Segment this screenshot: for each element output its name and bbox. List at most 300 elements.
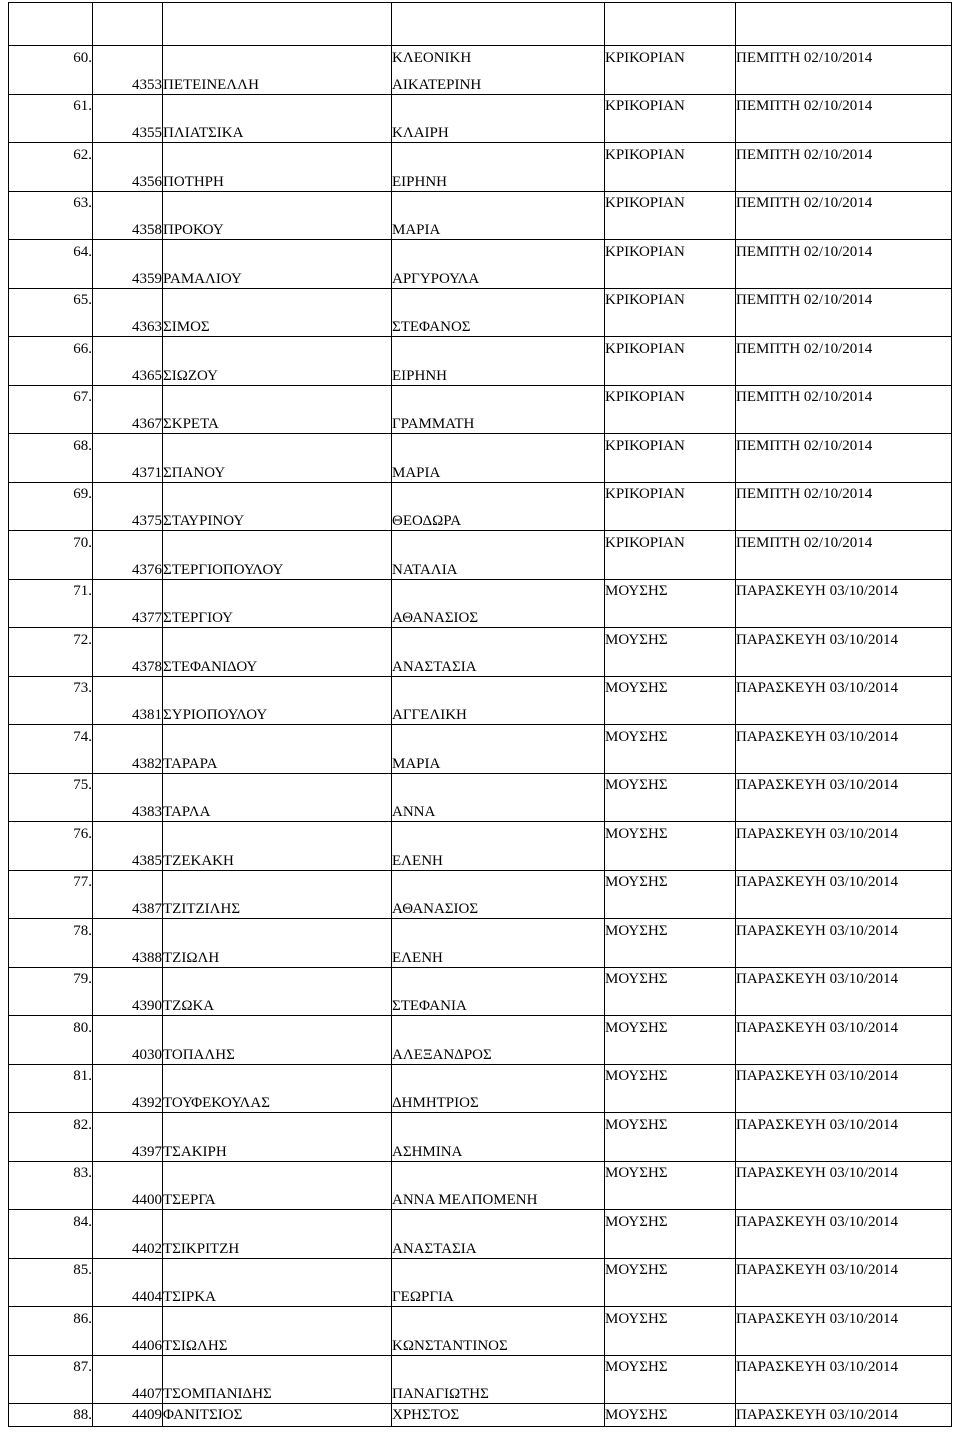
first-name <box>392 240 605 289</box>
table-row <box>9 240 952 289</box>
first-name-text: ΑΘΑΝΑΣΙΟΣ <box>392 610 479 626</box>
examiner <box>605 1161 736 1210</box>
table-row <box>9 919 952 968</box>
registration-id: 4407 <box>93 1355 163 1404</box>
row-number-text: 79. <box>73 971 92 987</box>
examiner <box>605 822 736 871</box>
surname: ΤΣΙΚΡΙΤΖΗ <box>163 1210 392 1259</box>
surname: ΣΤΕΡΓΙΟΠΟΥΛΟΥ <box>163 531 392 580</box>
examiner <box>605 1016 736 1065</box>
row-number-text: 74. <box>73 728 92 745</box>
first-name-text: ΘΕΟΔΩΡΑ <box>392 513 462 529</box>
examiner <box>605 870 736 919</box>
first-name-text: ΣΤΕΦΑΝΙΑ <box>392 998 467 1014</box>
exam-date <box>736 240 952 289</box>
surname: ΤΖΙΩΛΗ <box>163 919 392 968</box>
exam-date <box>736 822 952 871</box>
examiner <box>605 143 736 192</box>
first-name <box>392 725 605 774</box>
row-number-text: 62. <box>73 146 92 163</box>
first-name <box>392 94 605 143</box>
examiner-text: ΚΡΙΚΟΡΙΑΝ <box>605 49 685 66</box>
surname: ΡΑΜΑΛΙΟΥ <box>163 240 392 289</box>
first-name-text: ΣΤΕΦΑΝΟΣ <box>392 319 471 335</box>
table-row <box>9 676 952 725</box>
row-number <box>9 579 93 628</box>
first-name-text: ΕΙΡΗΝΗ <box>392 173 447 190</box>
examiner-text: ΚΡΙΚΟΡΙΑΝ <box>605 98 685 114</box>
exam-date-text: ΠΑΡΑΣΚΕΥΗ 03/10/2014 <box>736 583 898 599</box>
table-row <box>9 337 952 386</box>
row-number <box>9 676 93 725</box>
exam-date-text: ΠΕΜΠΤΗ 02/10/2014 <box>736 146 873 163</box>
exam-date-text: ΠΑΡΑΣΚΕΥΗ 03/10/2014 <box>736 1406 898 1423</box>
exam-date <box>736 967 952 1016</box>
examiner <box>605 1404 736 1427</box>
first-name-text: ΜΑΡΙΑ <box>392 222 441 238</box>
first-name-text: ΕΛΕΝΗ <box>392 852 443 869</box>
first-name-text: ΝΑΤΑΛΙΑ <box>392 561 458 578</box>
table-row <box>9 1258 952 1307</box>
first-name-text: ΧΡΗΣΤΟΣ <box>392 1406 460 1423</box>
examiner <box>605 919 736 968</box>
row-number-text: 67. <box>73 389 92 405</box>
registration-id: 4365 <box>93 337 163 386</box>
row-number-text: 80. <box>73 1019 92 1036</box>
first-name-text: ΕΙΡΗΝΗ <box>392 367 447 384</box>
examiner-text: ΜΟΥΣΗΣ <box>605 1359 668 1375</box>
surname: ΤΖΕΚΑΚΗ <box>163 822 392 871</box>
student-roster-table <box>8 2 952 1427</box>
first-name <box>392 1307 605 1356</box>
examiner <box>605 337 736 386</box>
header-cell <box>736 3 952 46</box>
row-number-text: 64. <box>73 243 92 260</box>
exam-date-text: ΠΑΡΑΣΚΕΥΗ 03/10/2014 <box>736 1359 898 1375</box>
row-number-text: 68. <box>73 437 92 454</box>
surname: ΦΑΝΙΤΣΙΟΣ <box>163 1404 392 1427</box>
table-row <box>9 531 952 580</box>
exam-date <box>736 1016 952 1065</box>
examiner-text: ΚΡΙΚΟΡΙΑΝ <box>605 389 685 405</box>
examiner-text: ΜΟΥΣΗΣ <box>605 825 668 842</box>
first-name-text: ΓΕΩΡΓΙΑ <box>392 1289 454 1305</box>
row-number <box>9 870 93 919</box>
table-row <box>9 967 952 1016</box>
table-row <box>9 434 952 483</box>
surname: ΣΚΡΕΤΑ <box>163 385 392 434</box>
row-number <box>9 1307 93 1356</box>
registration-id: 4375 <box>93 482 163 531</box>
table-row <box>9 1113 952 1162</box>
examiner-text: ΜΟΥΣΗΣ <box>605 777 668 793</box>
row-number <box>9 531 93 580</box>
roster-body <box>9 3 952 1427</box>
exam-date <box>736 870 952 919</box>
surname: ΤΑΡΑΡΑ <box>163 725 392 774</box>
surname: ΤΣΑΚΙΡΗ <box>163 1113 392 1162</box>
first-name <box>392 1064 605 1113</box>
row-number <box>9 482 93 531</box>
registration-id: 4355 <box>93 94 163 143</box>
row-number-text: 65. <box>73 292 92 308</box>
row-number <box>9 434 93 483</box>
exam-date <box>736 1161 952 1210</box>
first-name-text: ΑΝΝΑ <box>392 804 436 820</box>
first-name-text: ΜΑΡΙΑ <box>392 464 441 481</box>
table-row <box>9 1355 952 1404</box>
row-number <box>9 46 93 95</box>
first-name-text: ΑΙΚΑΤΕΡΙΝΗ <box>392 76 482 93</box>
examiner-text: ΜΟΥΣΗΣ <box>605 1019 668 1036</box>
surname: ΠΡΟΚΟΥ <box>163 191 392 240</box>
surname: ΣΤΕΡΓΙΟΥ <box>163 579 392 628</box>
row-number <box>9 288 93 337</box>
exam-date <box>736 46 952 95</box>
first-name <box>392 822 605 871</box>
examiner-text: ΜΟΥΣΗΣ <box>605 1262 668 1278</box>
exam-date-text: ΠΑΡΑΣΚΕΥΗ 03/10/2014 <box>736 777 898 793</box>
first-name <box>392 676 605 725</box>
row-number-text: 82. <box>73 1116 92 1133</box>
exam-date-text: ΠΑΡΑΣΚΕΥΗ 03/10/2014 <box>736 1165 898 1181</box>
row-number-text: 85. <box>73 1262 92 1278</box>
row-number-text: 87. <box>73 1359 92 1375</box>
examiner-text: ΜΟΥΣΗΣ <box>605 1068 668 1084</box>
registration-id: 4402 <box>93 1210 163 1259</box>
first-name <box>392 1016 605 1065</box>
registration-id: 4356 <box>93 143 163 192</box>
first-name <box>392 288 605 337</box>
registration-id: 4409 <box>93 1404 163 1427</box>
registration-id: 4392 <box>93 1064 163 1113</box>
table-row <box>9 191 952 240</box>
examiner <box>605 1210 736 1259</box>
exam-date <box>736 385 952 434</box>
examiner <box>605 676 736 725</box>
row-number <box>9 1016 93 1065</box>
table-row <box>9 1307 952 1356</box>
registration-id: 4030 <box>93 1016 163 1065</box>
exam-date-text: ΠΑΡΑΣΚΕΥΗ 03/10/2014 <box>736 728 898 745</box>
first-name <box>392 385 605 434</box>
examiner-text: ΜΟΥΣΗΣ <box>605 728 668 745</box>
examiner <box>605 46 736 95</box>
first-name <box>392 1161 605 1210</box>
first-name-text: ΑΝΑΣΤΑΣΙΑ <box>392 1240 477 1257</box>
row-number-text: 84. <box>73 1213 92 1230</box>
exam-date-text: ΠΑΡΑΣΚΕΥΗ 03/10/2014 <box>736 1116 898 1133</box>
exam-date-text: ΠΑΡΑΣΚΕΥΗ 03/10/2014 <box>736 1262 898 1278</box>
examiner-text: ΚΡΙΚΟΡΙΑΝ <box>605 437 685 454</box>
row-number-text: 72. <box>73 631 92 648</box>
exam-date <box>736 1210 952 1259</box>
examiner-text: ΜΟΥΣΗΣ <box>605 1116 668 1133</box>
header-cell <box>93 3 163 46</box>
examiner-text: ΜΟΥΣΗΣ <box>605 922 668 939</box>
exam-date <box>736 1307 952 1356</box>
first-name-text: ΠΑΝΑΓΙΩΤΗΣ <box>392 1386 489 1402</box>
exam-date-text: ΠΕΜΠΤΗ 02/10/2014 <box>736 49 873 66</box>
surname: ΤΟΠΑΛΗΣ <box>163 1016 392 1065</box>
table-row <box>9 628 952 677</box>
blank-header-row <box>9 3 952 46</box>
row-number-text: 81. <box>73 1068 92 1084</box>
surname: ΤΟΥΦΕΚΟΥΛΑΣ <box>163 1064 392 1113</box>
surname: ΣΤΕΦΑΝΙΔΟΥ <box>163 628 392 677</box>
registration-id: 4404 <box>93 1258 163 1307</box>
header-cell <box>9 3 93 46</box>
registration-id: 4367 <box>93 385 163 434</box>
first-name-line1: ΚΛΕΟΝΙΚΗ <box>392 49 472 66</box>
first-name <box>392 1210 605 1259</box>
exam-date-text: ΠΑΡΑΣΚΕΥΗ 03/10/2014 <box>736 631 898 648</box>
first-name-text: ΚΩΝΣΤΑΝΤΙΝΟΣ <box>392 1337 508 1354</box>
row-number <box>9 191 93 240</box>
registration-id: 4363 <box>93 288 163 337</box>
exam-date <box>736 628 952 677</box>
examiner-text: ΚΡΙΚΟΡΙΑΝ <box>605 146 685 163</box>
exam-date <box>736 676 952 725</box>
first-name <box>392 482 605 531</box>
exam-date-text: ΠΕΜΠΤΗ 02/10/2014 <box>736 98 873 114</box>
header-cell <box>605 3 736 46</box>
exam-date-text: ΠΕΜΠΤΗ 02/10/2014 <box>736 195 873 211</box>
exam-date <box>736 1404 952 1427</box>
first-name <box>392 531 605 580</box>
surname: ΣΥΡΙΟΠΟΥΛΟΥ <box>163 676 392 725</box>
examiner-text: ΚΡΙΚΟΡΙΑΝ <box>605 243 685 260</box>
registration-id: 4400 <box>93 1161 163 1210</box>
examiner <box>605 288 736 337</box>
exam-date <box>736 1064 952 1113</box>
row-number <box>9 1210 93 1259</box>
exam-date <box>736 434 952 483</box>
examiner-text: ΜΟΥΣΗΣ <box>605 971 668 987</box>
examiner-text: ΚΡΙΚΟΡΙΑΝ <box>605 195 685 211</box>
row-number <box>9 1355 93 1404</box>
examiner-text: ΜΟΥΣΗΣ <box>605 583 668 599</box>
first-name <box>392 1258 605 1307</box>
exam-date <box>736 482 952 531</box>
table-row <box>9 822 952 871</box>
surname: ΤΖΩΚΑ <box>163 967 392 1016</box>
first-name-text: ΚΛΑΙΡΗ <box>392 125 449 141</box>
first-name-text: ΑΘΑΝΑΣΙΟΣ <box>392 901 479 917</box>
registration-id: 4353 <box>93 46 163 95</box>
row-number <box>9 1258 93 1307</box>
registration-id: 4406 <box>93 1307 163 1356</box>
exam-date <box>736 191 952 240</box>
exam-date-text: ΠΑΡΑΣΚΕΥΗ 03/10/2014 <box>736 1213 898 1230</box>
surname: ΣΙΩΖΟΥ <box>163 337 392 386</box>
exam-date <box>736 579 952 628</box>
surname: ΤΑΡΛΑ <box>163 773 392 822</box>
first-name <box>392 919 605 968</box>
first-name <box>392 1355 605 1404</box>
exam-date <box>736 1113 952 1162</box>
row-number <box>9 1404 93 1427</box>
first-name-text: ΑΝΑΣΤΑΣΙΑ <box>392 658 477 675</box>
surname: ΠΛΙΑΤΣΙΚΑ <box>163 94 392 143</box>
registration-id: 4377 <box>93 579 163 628</box>
row-number <box>9 822 93 871</box>
examiner <box>605 1355 736 1404</box>
examiner-text: ΜΟΥΣΗΣ <box>605 631 668 648</box>
exam-date-text: ΠΑΡΑΣΚΕΥΗ 03/10/2014 <box>736 1310 898 1327</box>
examiner-text: ΚΡΙΚΟΡΙΑΝ <box>605 486 685 502</box>
examiner-text: ΚΡΙΚΟΡΙΑΝ <box>605 340 685 357</box>
row-number-text: 76. <box>73 825 92 842</box>
surname: ΣΙΜΟΣ <box>163 288 392 337</box>
surname: ΠΕΤΕΙΝΕΛΛΗ <box>163 46 392 95</box>
surname: ΤΣΕΡΓΑ <box>163 1161 392 1210</box>
examiner <box>605 628 736 677</box>
examiner <box>605 1307 736 1356</box>
table-row <box>9 1064 952 1113</box>
examiner <box>605 482 736 531</box>
table-row <box>9 725 952 774</box>
row-number <box>9 967 93 1016</box>
row-number <box>9 1064 93 1113</box>
examiner <box>605 385 736 434</box>
surname: ΤΣΟΜΠΑΝΙΔΗΣ <box>163 1355 392 1404</box>
row-number <box>9 143 93 192</box>
row-number-text: 69. <box>73 486 92 502</box>
exam-date-text: ΠΑΡΑΣΚΕΥΗ 03/10/2014 <box>736 922 898 939</box>
row-number <box>9 337 93 386</box>
row-number <box>9 385 93 434</box>
exam-date-text: ΠΑΡΑΣΚΕΥΗ 03/10/2014 <box>736 971 898 987</box>
exam-date <box>736 531 952 580</box>
exam-date-text: ΠΑΡΑΣΚΕΥΗ 03/10/2014 <box>736 680 898 696</box>
exam-date-text: ΠΑΡΑΣΚΕΥΗ 03/10/2014 <box>736 1019 898 1036</box>
examiner <box>605 94 736 143</box>
surname: ΤΣΙΡΚΑ <box>163 1258 392 1307</box>
examiner-text: ΜΟΥΣΗΣ <box>605 1165 668 1181</box>
first-name <box>392 143 605 192</box>
exam-date <box>736 725 952 774</box>
table-row <box>9 143 952 192</box>
row-number <box>9 1113 93 1162</box>
first-name <box>392 337 605 386</box>
exam-date-text: ΠΕΜΠΤΗ 02/10/2014 <box>736 534 873 551</box>
first-name-text: ΑΡΓΥΡΟΥΛΑ <box>392 270 480 287</box>
first-name <box>392 1113 605 1162</box>
first-name <box>392 628 605 677</box>
registration-id: 4388 <box>93 919 163 968</box>
table-row <box>9 870 952 919</box>
registration-id: 4371 <box>93 434 163 483</box>
examiner-text: ΜΟΥΣΗΣ <box>605 874 668 890</box>
surname: ΠΟΤΗΡΗ <box>163 143 392 192</box>
exam-date-text: ΠΑΡΑΣΚΕΥΗ 03/10/2014 <box>736 1068 898 1084</box>
table-row <box>9 1210 952 1259</box>
first-name-text: ΜΑΡΙΑ <box>392 755 441 772</box>
first-name <box>392 967 605 1016</box>
registration-id: 4390 <box>93 967 163 1016</box>
table-row <box>9 773 952 822</box>
surname: ΣΤΑΥΡΙΝΟΥ <box>163 482 392 531</box>
row-number-text: 86. <box>73 1310 92 1327</box>
row-number-text: 75. <box>73 777 92 793</box>
first-name-text: ΓΡΑΜΜΑΤΗ <box>392 416 475 432</box>
examiner <box>605 434 736 483</box>
row-number-text: 73. <box>73 680 92 696</box>
exam-date <box>736 143 952 192</box>
first-name <box>392 773 605 822</box>
examiner-text: ΚΡΙΚΟΡΙΑΝ <box>605 292 685 308</box>
exam-date <box>736 1355 952 1404</box>
surname: ΤΖΙΤΖΙΛΗΣ <box>163 870 392 919</box>
first-name-text: ΑΣΗΜΙΝΑ <box>392 1143 463 1160</box>
exam-date <box>736 337 952 386</box>
row-number <box>9 240 93 289</box>
table-row <box>9 46 952 95</box>
exam-date-text: ΠΑΡΑΣΚΕΥΗ 03/10/2014 <box>736 825 898 842</box>
first-name <box>392 46 605 95</box>
registration-id: 4359 <box>93 240 163 289</box>
examiner <box>605 967 736 1016</box>
first-name-text: ΔΗΜΗΤΡΙΟΣ <box>392 1095 479 1111</box>
examiner <box>605 240 736 289</box>
row-number <box>9 725 93 774</box>
exam-date-text: ΠΕΜΠΤΗ 02/10/2014 <box>736 340 873 357</box>
first-name-text: ΑΓΓΕΛΙΚΗ <box>392 707 467 723</box>
registration-id: 4387 <box>93 870 163 919</box>
registration-id: 4385 <box>93 822 163 871</box>
row-number <box>9 773 93 822</box>
exam-date-text: ΠΕΜΠΤΗ 02/10/2014 <box>736 389 873 405</box>
row-number <box>9 628 93 677</box>
row-number-text: 70. <box>73 534 92 551</box>
registration-id: 4397 <box>93 1113 163 1162</box>
exam-date <box>736 94 952 143</box>
examiner <box>605 1064 736 1113</box>
examiner <box>605 531 736 580</box>
row-number <box>9 94 93 143</box>
row-number-text: 61. <box>73 98 92 114</box>
first-name-text: ΕΛΕΝΗ <box>392 949 443 966</box>
registration-id: 4378 <box>93 628 163 677</box>
row-number-text: 71. <box>73 583 92 599</box>
exam-date <box>736 288 952 337</box>
first-name <box>392 434 605 483</box>
first-name <box>392 870 605 919</box>
table-row <box>9 1161 952 1210</box>
row-number-text: 83. <box>73 1165 92 1181</box>
examiner-text: ΜΟΥΣΗΣ <box>605 1310 668 1327</box>
registration-id: 4383 <box>93 773 163 822</box>
row-number-text: 66. <box>73 340 92 357</box>
exam-date-text: ΠΑΡΑΣΚΕΥΗ 03/10/2014 <box>736 874 898 890</box>
examiner-text: ΜΟΥΣΗΣ <box>605 1406 668 1423</box>
examiner-text: ΚΡΙΚΟΡΙΑΝ <box>605 534 685 551</box>
row-number-text: 77. <box>73 874 92 890</box>
examiner-text: ΜΟΥΣΗΣ <box>605 680 668 696</box>
table-row <box>9 482 952 531</box>
first-name <box>392 579 605 628</box>
registration-id: 4358 <box>93 191 163 240</box>
exam-date-text: ΠΕΜΠΤΗ 02/10/2014 <box>736 243 873 260</box>
examiner-text: ΜΟΥΣΗΣ <box>605 1213 668 1230</box>
examiner <box>605 725 736 774</box>
registration-id: 4376 <box>93 531 163 580</box>
registration-id: 4381 <box>93 676 163 725</box>
surname: ΤΣΙΩΛΗΣ <box>163 1307 392 1356</box>
header-cell <box>163 3 392 46</box>
row-number <box>9 1161 93 1210</box>
